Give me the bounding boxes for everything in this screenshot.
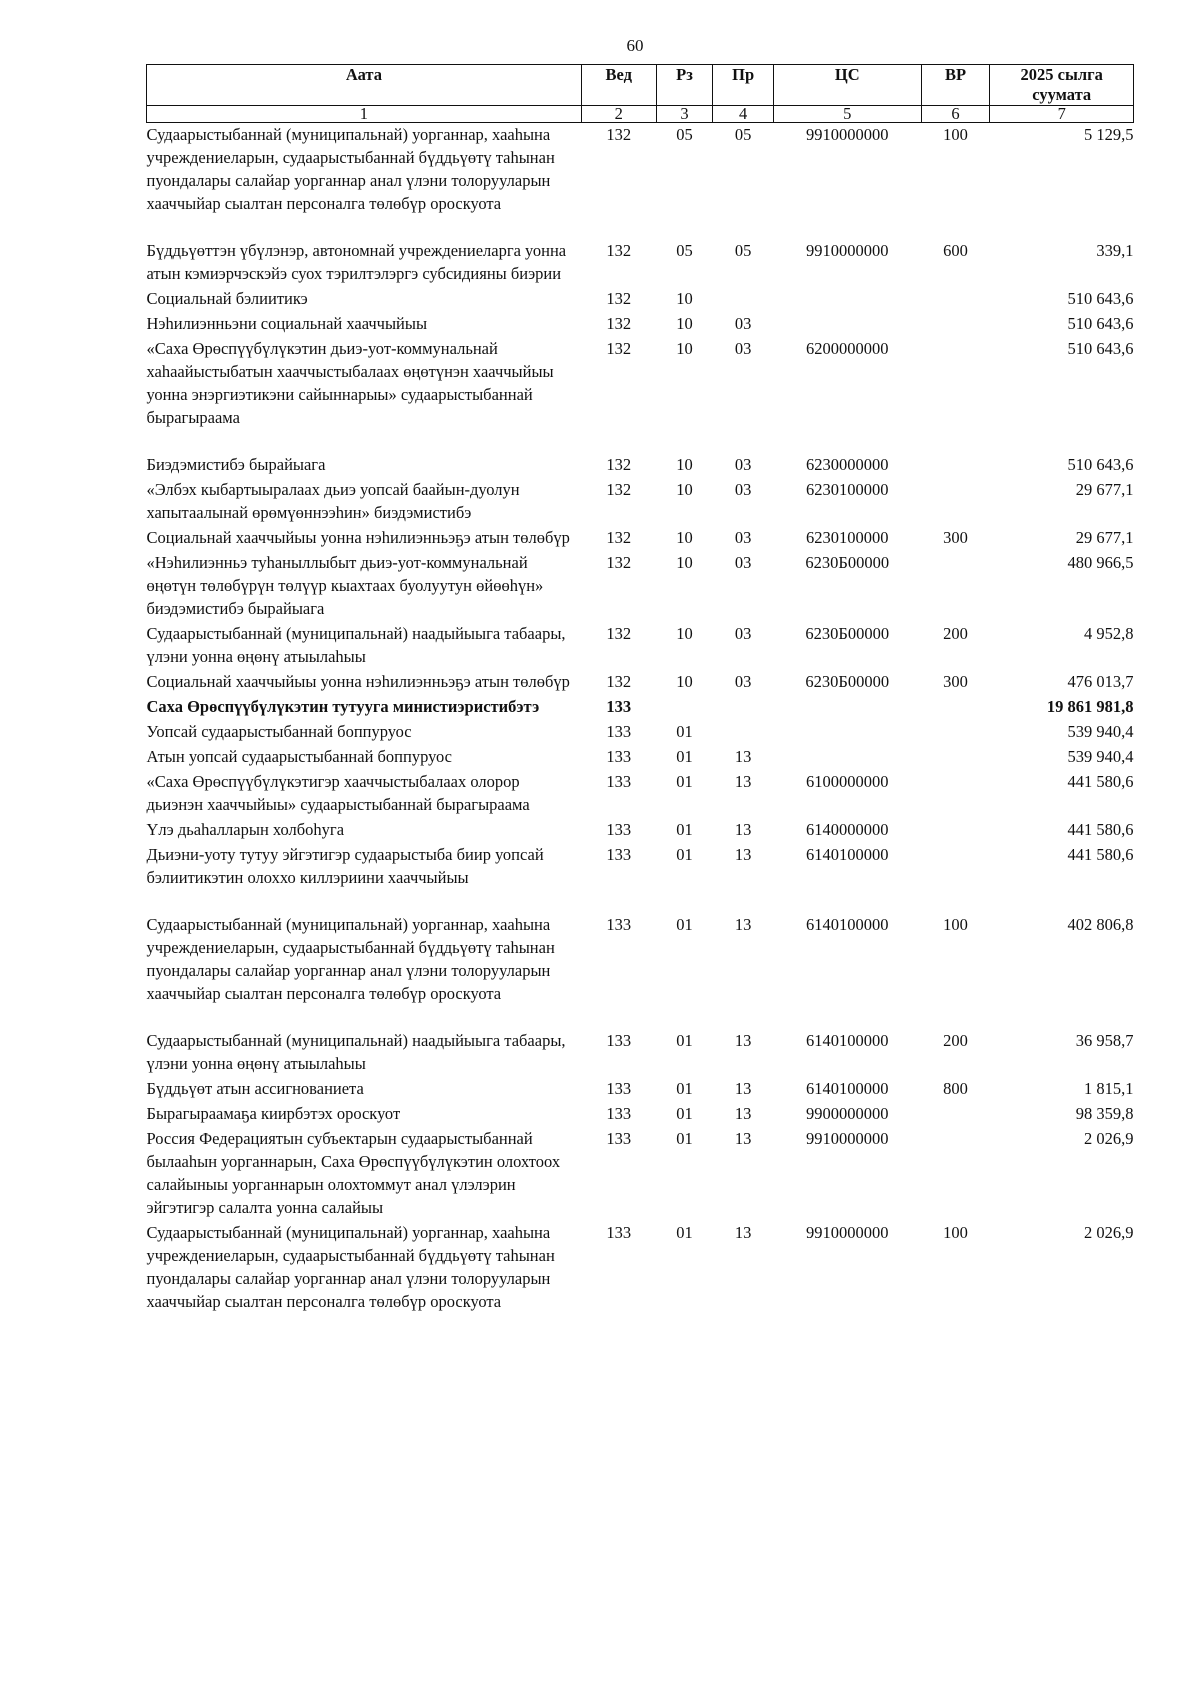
row-ved: 133 [606,747,632,766]
row-name: Судаарыстыбаннай (муниципальнай) наадыйыыга табаары, үлэни уонна өңөнү атыылаһыы [146,624,566,666]
row-vr: 100 [943,915,968,934]
row-ved: 133 [606,1129,632,1148]
row-amount: 36 958,7 [1075,1031,1134,1050]
row-vr [921,337,990,453]
row-rz: 05 [676,241,693,260]
header-pr: Пр [713,65,774,106]
row-amount: 1 815,1 [1084,1079,1134,1098]
row-vr [921,312,990,337]
table-row [147,453,1134,478]
row-amount: 510 643,6 [1067,289,1134,308]
row-ved: 133 [606,1223,632,1242]
row-cs: 6140100000 [806,1031,889,1050]
row-cs: 6140100000 [806,915,889,934]
row-pr: 03 [734,624,752,643]
header-amount: 2025 сылга суумата [990,65,1134,106]
row-ved: 132 [606,624,632,643]
row-rz: 10 [676,528,693,547]
row-vr [921,770,990,818]
row-amount: 476 013,7 [1067,672,1134,691]
row-ved: 132 [606,241,632,260]
row-vr [921,551,990,622]
row-vr: 800 [943,1079,968,1098]
row-rz: 10 [676,624,693,643]
row-amount: 98 359,8 [1075,1104,1134,1123]
row-vr: 600 [943,241,968,260]
row-cs: 6200000000 [806,339,889,358]
row-rz: 10 [676,314,693,333]
row-name: Бүддьүөттэн үбүлэнэр, автономнай учреждениеларга уонна атын кэмиэрчэскэйэ суох тэрилтэлэргэ субсидияны биэрии [146,241,567,283]
row-rz: 10 [676,480,693,499]
row-amount: 441 580,6 [1067,820,1134,839]
row-vr [921,1127,990,1221]
row-ved: 132 [606,339,632,358]
row-vr: 300 [943,528,968,547]
row-name: Судаарыстыбаннай (муниципальнай) уорганнар, хааһына учреждениеларын, судаарыстыбаннай бүддьүөтү таһынан пуондалары салайар уорганнар анал үлэни толорууларын хааччыйар сыалтан персоналга төлөбүр ороскуота [146,915,555,1003]
row-ved: 133 [606,1079,632,1098]
row-rz: 10 [676,289,693,308]
row-ved: 132 [606,480,632,499]
table-row [147,551,1134,622]
row-cs: 6230Б00000 [805,672,890,691]
row-name: Россия Федерациятын субъектарын судаарыстыбаннай былааһын уорганнарын, Саха Өрөспүүбүлүкэтин олохтоох салайыныы уорганнарын олохтоммут анал үлэлэрин эйгэтигэр салалта уонна салайыы [146,1129,561,1217]
row-pr [713,695,774,720]
row-vr: 100 [943,125,968,144]
row-cs: 6230100000 [806,480,889,499]
row-cs [773,720,921,745]
row-amount: 539 940,4 [1067,722,1134,741]
row-vr [921,478,990,526]
row-vr [921,720,990,745]
row-ved: 133 [606,697,632,716]
row-pr: 03 [734,553,752,572]
table-header [147,65,1134,123]
row-name: Атын уопсай судаарыстыбаннай боппуруос [146,747,452,766]
row-amount: 510 643,6 [1067,455,1134,474]
row-pr: 05 [734,125,752,144]
row-rz: 01 [676,845,693,864]
row-rz: 01 [676,820,693,839]
row-vr: 100 [943,1223,968,1242]
row-pr: 13 [734,1031,752,1050]
row-amount: 19 861 981,8 [1046,697,1134,716]
row-name: Социальнай хааччыйыы уонна нэһилиэнньэҕэ атын төлөбүр [146,672,570,691]
row-pr: 03 [734,314,752,333]
table-row [147,287,1134,312]
row-rz: 01 [676,747,693,766]
table-row [147,337,1134,453]
row-cs: 9910000000 [806,1223,889,1242]
table-row [147,1127,1134,1221]
header-cs: ЦС [773,65,921,106]
column-number: 4 [713,106,774,123]
row-pr: 13 [734,1223,752,1242]
row-cs: 6100000000 [806,772,889,791]
row-ved: 133 [606,820,632,839]
header-name: Аата [147,65,582,106]
row-rz: 01 [676,915,693,934]
row-ved: 133 [606,772,632,791]
row-amount: 339,1 [1096,241,1134,260]
row-rz: 01 [676,1104,693,1123]
row-vr: 200 [943,624,968,643]
row-ved: 133 [606,1104,632,1123]
row-vr [921,695,990,720]
row-name: «Элбэх кыбартыыралаах дьиэ уопсай баайын-дуолун хапытаалынай өрөмүөннээһин» биэдэмистибэ [146,480,520,522]
row-pr: 13 [734,747,752,766]
row-cs: 6230Б00000 [805,553,890,572]
row-ved: 132 [606,455,632,474]
row-name: Социальнай бэлиитикэ [146,289,308,308]
row-pr: 03 [734,339,752,358]
row-amount: 4 952,8 [1084,624,1134,643]
row-vr: 200 [943,1031,968,1050]
row-cs [773,312,921,337]
row-name: Судаарыстыбаннай (муниципальнай) уорганнар, хааһына учреждениеларын, судаарыстыбаннай бүддьүөтү таһынан пуондалары салайар уорганнар анал үлэни толорууларын хааччыйар сыалтан персоналга төлөбүр ороскуота [146,1223,555,1311]
row-name: Биэдэмистибэ бырайыага [146,455,326,474]
page-number: 60 [626,36,644,55]
row-rz: 10 [676,672,693,691]
table-row [147,913,1134,1029]
row-amount: 5 129,5 [1084,125,1134,144]
row-cs [773,695,921,720]
row-ved: 132 [606,672,632,691]
row-ved: 133 [606,1031,632,1050]
row-amount: 29 677,1 [1075,528,1134,547]
row-rz: 10 [676,553,693,572]
row-vr [921,1102,990,1127]
row-amount: 441 580,6 [1067,772,1134,791]
table-row [147,745,1134,770]
table-row [147,478,1134,526]
row-ved: 133 [606,915,632,934]
row-cs: 6230Б00000 [805,624,890,643]
row-cs [773,745,921,770]
row-ved: 132 [606,314,632,333]
row-amount: 2 026,9 [1084,1129,1134,1148]
column-number: 2 [581,106,656,123]
table-row [147,239,1134,287]
row-rz [656,695,713,720]
row-rz: 01 [676,772,693,791]
row-amount: 480 966,5 [1067,553,1134,572]
row-amount: 2 026,9 [1084,1223,1134,1242]
header-rz: Рз [656,65,713,106]
row-vr [921,818,990,843]
row-pr: 05 [734,241,752,260]
row-cs: 9900000000 [806,1104,889,1123]
row-name: Социальнай хааччыйыы уонна нэһилиэнньэҕэ атын төлөбүр [146,528,570,547]
row-cs: 9910000000 [806,241,889,260]
row-rz: 10 [676,339,693,358]
table-row [147,818,1134,843]
row-pr: 13 [734,820,752,839]
row-ved: 133 [606,722,632,741]
row-cs [773,287,921,312]
row-ved: 132 [606,553,632,572]
row-cs: 6140000000 [806,820,889,839]
row-vr [921,745,990,770]
row-ved: 132 [606,125,632,144]
row-cs: 6230100000 [806,528,889,547]
row-rz: 01 [676,1031,693,1050]
row-name: Саха Өрөспүүбүлүкэтин тутууга министиэристибэтэ [146,697,540,716]
row-vr [921,287,990,312]
row-pr: 03 [734,528,752,547]
row-vr: 300 [943,672,968,691]
row-pr [713,287,774,312]
row-cs: 6140100000 [806,1079,889,1098]
row-name: Бүддьүөт атын ассигнованиета [146,1079,364,1098]
table-row [147,1029,1134,1077]
row-rz: 01 [676,1079,693,1098]
row-pr: 13 [734,1129,752,1148]
row-vr [921,843,990,913]
table-row [147,1102,1134,1127]
row-rz: 01 [676,1129,693,1148]
row-rz: 10 [676,455,693,474]
row-pr: 03 [734,455,752,474]
row-rz: 01 [676,1223,693,1242]
row-amount: 441 580,6 [1067,845,1134,864]
row-name: Нэһилиэнньэни социальнай хааччыйыы [146,314,428,333]
table-row [147,670,1134,695]
row-pr [713,720,774,745]
column-number: 3 [656,106,713,123]
table-row [147,843,1134,913]
table-row [147,1077,1134,1102]
table-row [147,622,1134,670]
table-row [147,526,1134,551]
row-name: Бырагыраамаҕа киирбэтэх ороскуот [146,1104,401,1123]
row-pr: 13 [734,1079,752,1098]
row-cs: 6140100000 [806,845,889,864]
row-rz: 01 [676,722,693,741]
row-pr: 13 [734,772,752,791]
row-pr: 13 [734,1104,752,1123]
table-row [147,720,1134,745]
row-name: «Саха Өрөспүүбүлүкэтигэр хааччыстыбалаах олорор дьиэнэн хааччыйыы» судаарыстыбаннай бырагыраама [146,772,530,814]
row-name: «Саха Өрөспүүбүлүкэтин дьиэ-уот-коммунальнай хаһаайыстыбатын хааччыстыбалаах өңөтүнэн хааччыйыы уонна энэргиэтикэни сайыннарыы» судаарыстыбаннай бырагыраама [146,339,554,427]
row-ved: 133 [606,845,632,864]
row-vr [921,453,990,478]
row-name: Үлэ дьаһалларын холбоһуга [146,820,345,839]
table-row [147,312,1134,337]
column-number: 1 [147,106,582,123]
row-name: Дьиэни-уоту тутуу эйгэтигэр судаарыстыба биир уопсай бэлиитикэтин олоххо киллэриини хааччыйыы [146,845,544,887]
header-vr: ВР [921,65,990,106]
row-cs: 6230000000 [806,455,889,474]
row-pr: 03 [734,672,752,691]
row-ved: 132 [606,528,632,547]
table-row [147,1221,1134,1315]
row-name: «Нэһилиэнньэ туһаныллыбыт дьиэ-уот-коммунальнай өңөтүн төлөбүрүн төлүүр кыахтаах буолуутун өйөөһүн» биэдэмистибэ бырайыага [146,553,544,618]
row-cs: 9910000000 [806,1129,889,1148]
row-pr: 03 [734,480,752,499]
row-cs: 9910000000 [806,125,889,144]
table-body [147,123,1134,1316]
column-number: 6 [921,106,990,123]
row-pr: 13 [734,915,752,934]
row-rz: 05 [676,125,693,144]
table-row [147,695,1134,720]
row-amount: 510 643,6 [1067,339,1134,358]
row-name: Судаарыстыбаннай (муниципальнай) наадыйыыга табаары, үлэни уонна өңөнү атыылаһыы [146,1031,566,1073]
header-ved: Вед [581,65,656,106]
row-amount: 510 643,6 [1067,314,1134,333]
column-number: 5 [773,106,921,123]
row-amount: 539 940,4 [1067,747,1134,766]
row-pr: 13 [734,845,752,864]
row-amount: 29 677,1 [1075,480,1134,499]
row-ved: 132 [606,289,632,308]
table-row [147,123,1134,240]
row-amount: 402 806,8 [1067,915,1134,934]
row-name: Судаарыстыбаннай (муниципальнай) уорганнар, хааһына учреждениеларын, судаарыстыбаннай бүддьүөтү таһынан пуондалары салайар уорганнар анал үлэни толорууларын хааччыйар сыалтан персоналга төлөбүр ороскуота [146,125,555,213]
column-number: 7 [990,106,1134,123]
table-row [147,770,1134,818]
budget-table [146,64,1134,1315]
row-name: Уопсай судаарыстыбаннай боппуруос [146,722,412,741]
